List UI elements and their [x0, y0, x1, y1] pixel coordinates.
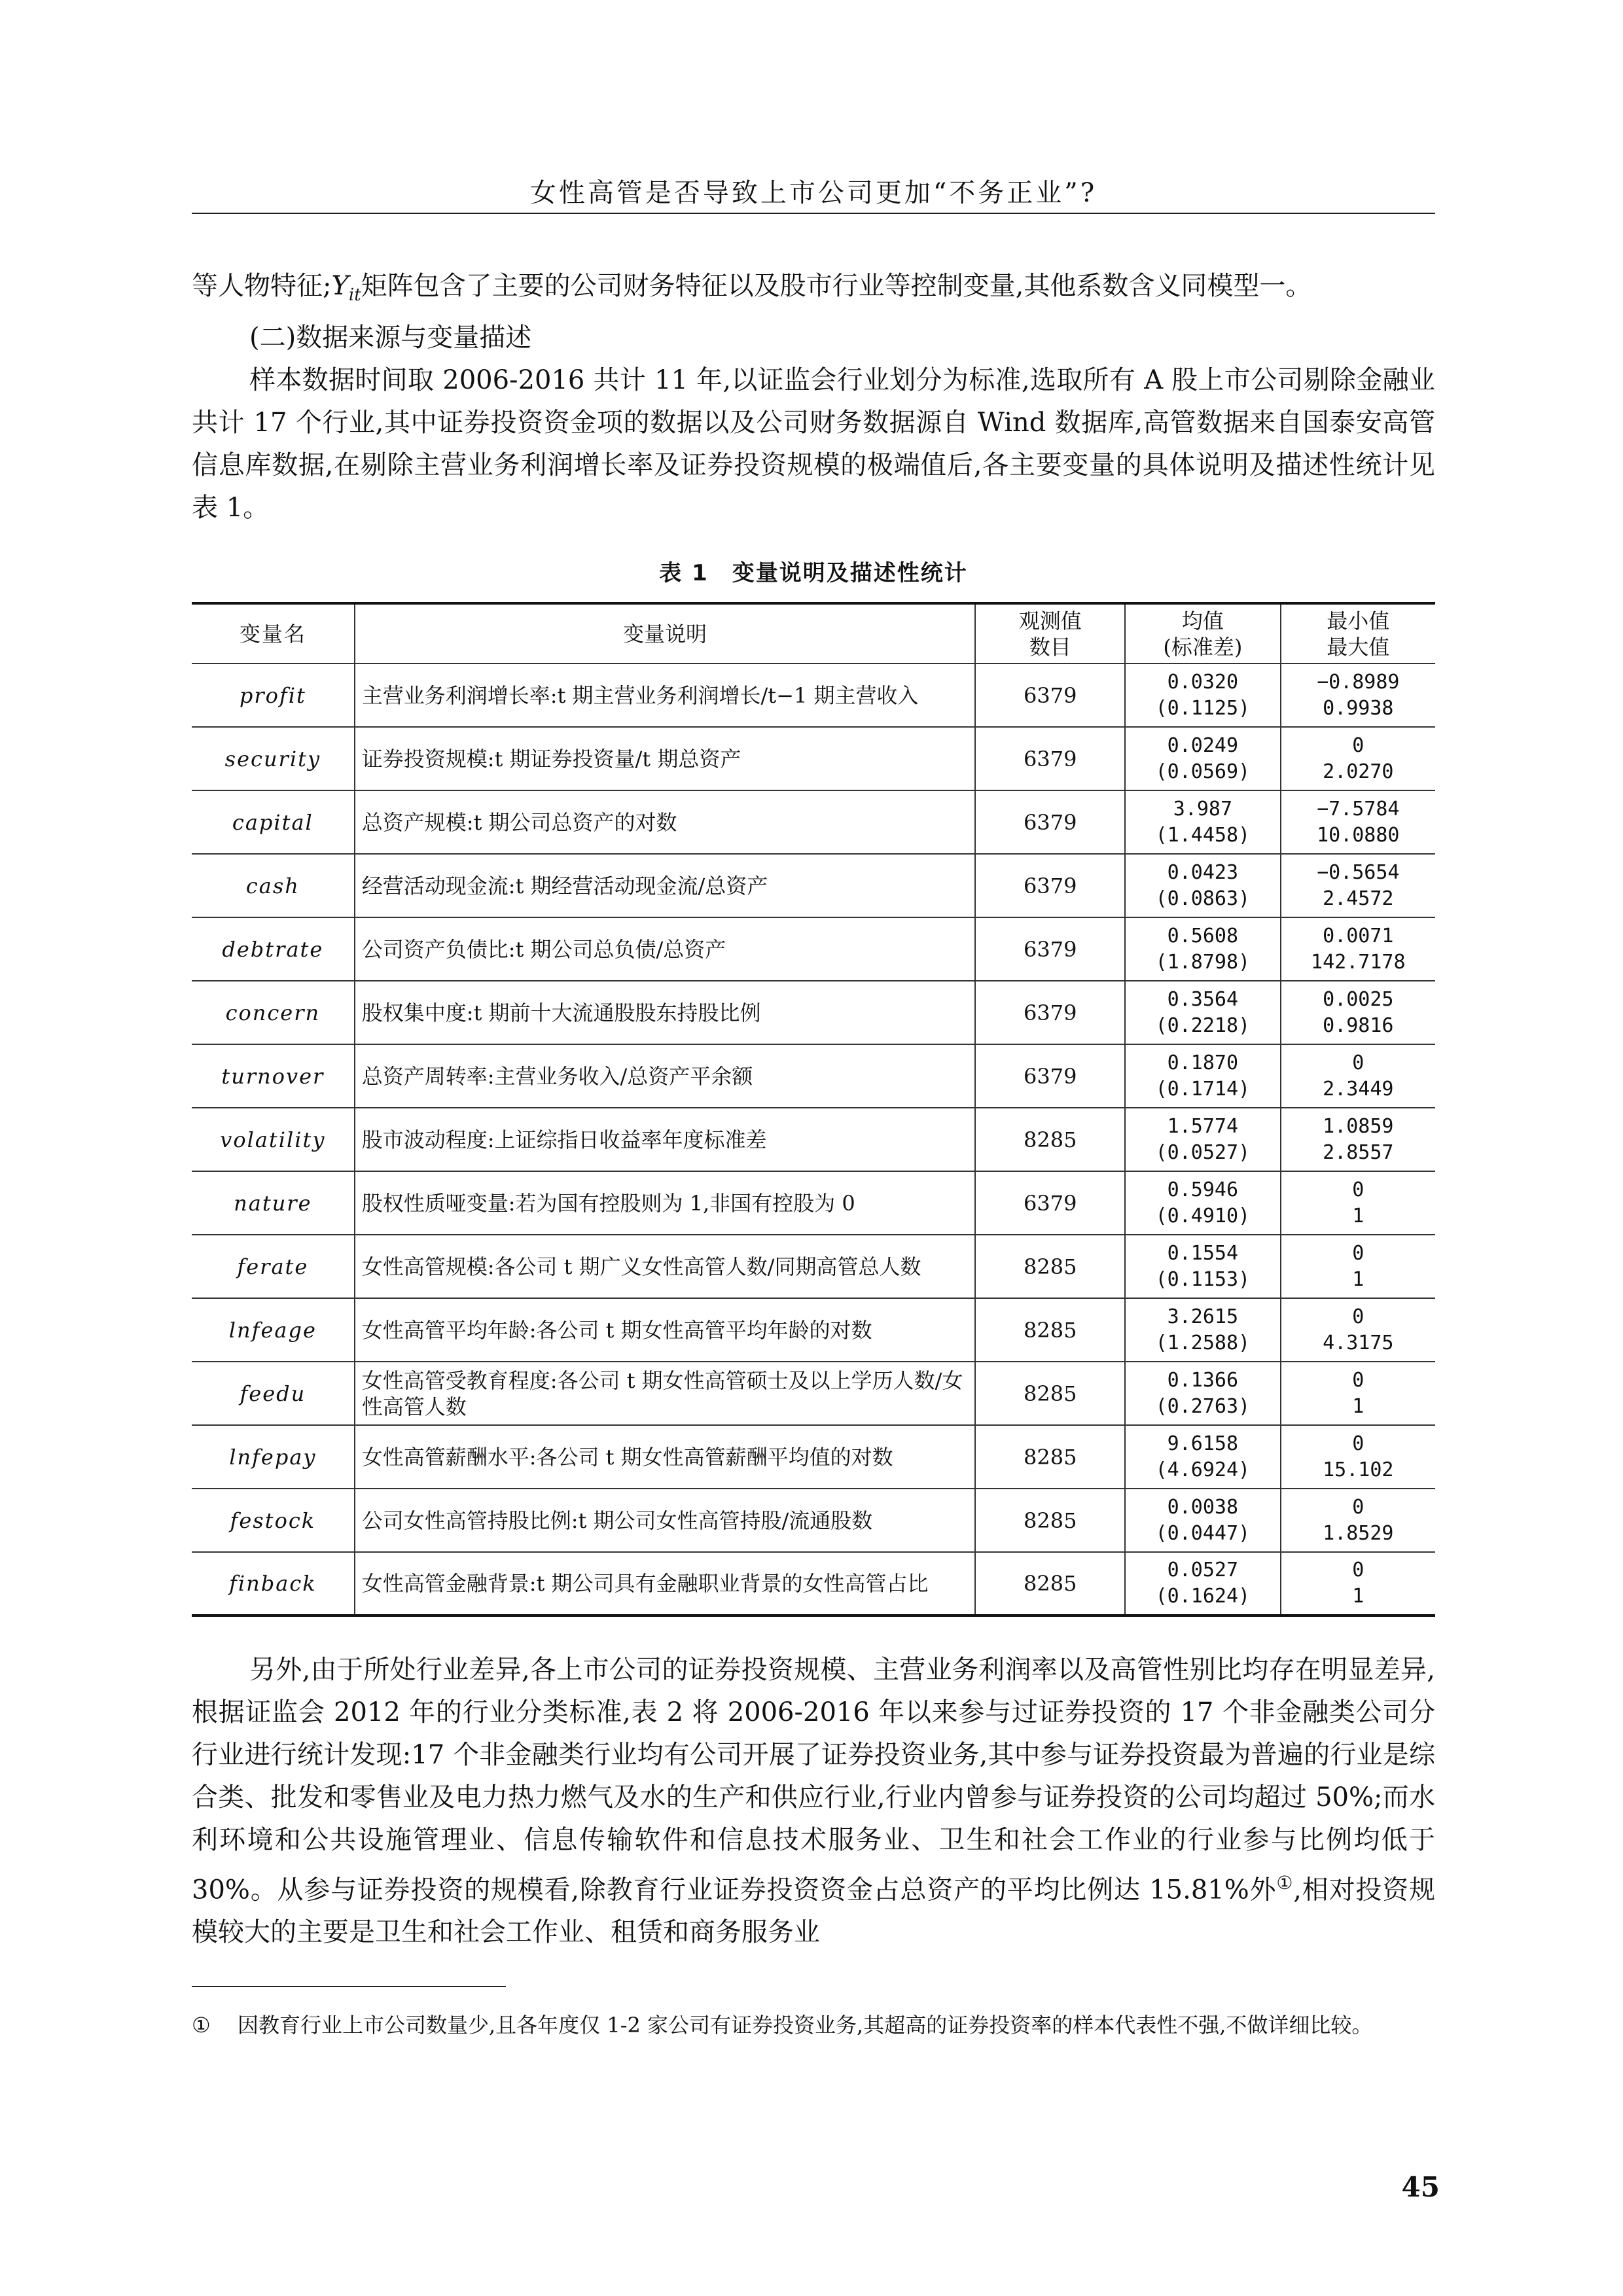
cell-mean — [1125, 917, 1280, 981]
cell-sd-value: (0.2218) — [1155, 1014, 1251, 1037]
cell-description: 女性高管受教育程度:各公司 t 期女性高管硕士及以上学历人数/女性高管人数 — [355, 1362, 976, 1425]
variable-table — [192, 602, 1435, 1617]
cell-observations: 8285 — [975, 1425, 1125, 1489]
intro-text-after: 矩阵包含了主要的公司财务特征以及股市行业等控制变量,其他系数含义同模型一。 — [361, 271, 1312, 301]
cell-min-value: 0 — [1352, 1368, 1364, 1392]
cell-observations: 6379 — [975, 854, 1125, 917]
cell-min-value: 1.0859 — [1323, 1114, 1394, 1138]
cell-max-value: 2.0270 — [1323, 760, 1394, 783]
cell-range — [1281, 1425, 1435, 1489]
cell-mean — [1125, 1171, 1280, 1235]
cell-observations: 8285 — [975, 1108, 1125, 1171]
cell-observations: 8285 — [975, 1362, 1125, 1425]
cell-max-value: 2.4572 — [1323, 887, 1394, 910]
cell-mean-value: 0.5608 — [1167, 924, 1239, 947]
page-number: 45 — [1401, 2171, 1440, 2203]
table-row — [192, 1044, 1435, 1108]
cell-description: 股市波动程度:上证综指日收益率年度标准差 — [355, 1108, 976, 1171]
cell-description: 女性高管薪酬水平:各公司 t 期女性高管薪酬平均值的对数 — [355, 1425, 976, 1489]
header-obs-line1: 观测值 — [1018, 608, 1082, 633]
cell-observations: 6379 — [975, 981, 1125, 1044]
cell-sd-value: (0.0527) — [1155, 1140, 1251, 1164]
cell-mean-value: 1.5774 — [1167, 1114, 1239, 1138]
cell-range — [1281, 790, 1435, 854]
header-rule — [192, 213, 1435, 214]
cell-sd-value: (0.1125) — [1155, 696, 1251, 720]
cell-range — [1281, 1489, 1435, 1552]
cell-observations: 6379 — [975, 1044, 1125, 1108]
header-range — [1281, 603, 1435, 663]
cell-description: 总资产规模:t 期公司总资产的对数 — [355, 790, 976, 854]
footnote-mark: ① — [192, 2013, 211, 2038]
cell-description: 女性高管金融背景:t 期公司具有金融职业背景的女性高管占比 — [355, 1552, 976, 1616]
industry-paragraph — [192, 1649, 1435, 1954]
cell-range — [1281, 1362, 1435, 1425]
cell-variable-name: ferate — [192, 1235, 355, 1298]
cell-min-value: 0 — [1352, 1495, 1364, 1519]
cell-mean-value: 0.1870 — [1167, 1051, 1239, 1074]
cell-variable-name: volatility — [192, 1108, 355, 1171]
header-mean — [1125, 603, 1280, 663]
cell-max-value: 2.8557 — [1323, 1140, 1394, 1164]
running-header: 女性高管是否导致上市公司更加“不务正业”? — [529, 178, 1097, 208]
matrix-variable: Y — [331, 271, 349, 301]
table-row — [192, 1298, 1435, 1362]
cell-max-value: 1 — [1352, 1585, 1364, 1608]
matrix-subscript: it — [348, 285, 361, 305]
cell-mean-value: 3.2615 — [1167, 1305, 1239, 1328]
cell-observations: 6379 — [975, 663, 1125, 727]
cell-mean-value: 3.987 — [1173, 797, 1233, 821]
cell-max-value: 0.9816 — [1323, 1014, 1394, 1037]
cell-range — [1281, 1171, 1435, 1235]
cell-max-value: 0.9938 — [1323, 696, 1394, 720]
cell-variable-name: security — [192, 727, 355, 790]
cell-max-value: 1 — [1352, 1204, 1364, 1227]
after-table-section — [192, 1649, 1435, 1954]
cell-observations: 6379 — [975, 1171, 1125, 1235]
cell-min-value: −0.5654 — [1317, 860, 1400, 884]
cell-max-value: 2.3449 — [1323, 1077, 1394, 1101]
header-mean-line2: (标准差) — [1163, 634, 1243, 660]
cell-min-value: 0 — [1352, 733, 1364, 757]
cell-mean — [1125, 1425, 1280, 1489]
cell-max-value: 1.8529 — [1323, 1521, 1394, 1545]
cell-mean-value: 0.0038 — [1167, 1495, 1239, 1519]
cell-mean-value: 0.1554 — [1167, 1241, 1239, 1265]
cell-description: 证券投资规模:t 期证券投资量/t 期总资产 — [355, 727, 976, 790]
table-row — [192, 1108, 1435, 1171]
header-range-line2: 最大值 — [1327, 634, 1390, 660]
intro-section — [192, 265, 1435, 529]
cell-range — [1281, 727, 1435, 790]
table-row — [192, 917, 1435, 981]
header-range-line1: 最小值 — [1327, 608, 1390, 633]
cell-variable-name: concern — [192, 981, 355, 1044]
cell-description: 公司女性高管持股比例:t 期公司女性高管持股/流通股数 — [355, 1489, 976, 1552]
cell-mean — [1125, 1108, 1280, 1171]
cell-range — [1281, 1108, 1435, 1171]
intro-text-before: 等人物特征; — [192, 271, 332, 301]
cell-variable-name: nature — [192, 1171, 355, 1235]
cell-variable-name: profit — [192, 663, 355, 727]
cell-variable-name: lnfepay — [192, 1425, 355, 1489]
cell-observations: 6379 — [975, 917, 1125, 981]
section-heading: (二)数据来源与变量描述 — [249, 323, 532, 353]
cell-min-value: 0.0071 — [1323, 924, 1394, 947]
cell-range — [1281, 663, 1435, 727]
cell-variable-name: cash — [192, 854, 355, 917]
cell-mean-value: 0.0320 — [1167, 670, 1239, 694]
cell-mean-value: 0.3564 — [1167, 987, 1239, 1011]
cell-min-value: 0 — [1352, 1432, 1364, 1455]
table-row — [192, 663, 1435, 727]
cell-description: 女性高管平均年龄:各公司 t 期女性高管平均年龄的对数 — [355, 1298, 976, 1362]
header-name: 变量名 — [192, 603, 355, 663]
cell-min-value: 0.0025 — [1323, 987, 1394, 1011]
cell-variable-name: capital — [192, 790, 355, 854]
table-row — [192, 1425, 1435, 1489]
table-row — [192, 1489, 1435, 1552]
cell-mean-value: 0.0423 — [1167, 860, 1239, 884]
cell-sd-value: (0.1714) — [1155, 1077, 1251, 1101]
cell-mean-value: 0.0527 — [1167, 1559, 1239, 1581]
table-row — [192, 981, 1435, 1044]
header-desc: 变量说明 — [355, 603, 976, 663]
cell-range — [1281, 1235, 1435, 1298]
cell-max-value: 4.3175 — [1323, 1331, 1394, 1354]
cell-range — [1281, 917, 1435, 981]
cell-max-value: 142.7178 — [1311, 950, 1406, 974]
industry-text-before: 另外,由于所处行业差异,各上市公司的证券投资规模、主营业务利润率以及高管性别比均存在明显差异,根据证监会 2012 年的行业分类标准,表 2 将 2006-2016 年以来参与过证券投资的 17 个非金融类公司分行业进行统计发现:17 个非金融类行业均有公司开展了证券投资业务,其中参与证券投资最为普遍的行业是综合类、批发和零售业及电力热力燃气及水的生产和供应行业,行业内曾参与证券投资的公司均超过 50%;而水利环境和公共设施管理业、信息传输软件和信息技术服务业、卫生和社会工作业的行业参与比例均低于 30%。从参与证券投资的规模看,除教育行业证券投资资金占总资产的平均比例达 15.81%外 — [192, 1655, 1435, 1905]
cell-mean — [1125, 981, 1280, 1044]
cell-sd-value: (0.2763) — [1155, 1394, 1251, 1418]
cell-mean — [1125, 1552, 1280, 1616]
cell-sd-value: (1.8798) — [1155, 950, 1251, 974]
cell-description: 经营活动现金流:t 期经营活动现金流/总资产 — [355, 854, 976, 917]
cell-observations: 8285 — [975, 1298, 1125, 1362]
cell-min-value: −7.5784 — [1317, 797, 1400, 821]
cell-max-value: 10.0880 — [1317, 823, 1400, 847]
cell-description: 股权性质哑变量:若为国有控股则为 1,非国有控股为 0 — [355, 1171, 976, 1235]
cell-mean — [1125, 1235, 1280, 1298]
header-obs-line2: 数目 — [1029, 634, 1071, 660]
table-title: 表 1 变量说明及描述性统计 — [659, 560, 968, 586]
industry-text-after: ,相对投资规模较大的主要是卫生和社会工作业、租赁和商务服务业 — [192, 1875, 1435, 1948]
cell-mean — [1125, 1489, 1280, 1552]
cell-variable-name: turnover — [192, 1044, 355, 1108]
table-row — [192, 1171, 1435, 1235]
cell-observations: 8285 — [975, 1235, 1125, 1298]
header-obs — [975, 603, 1125, 663]
cell-observations: 6379 — [975, 790, 1125, 854]
cell-sd-value: (0.4910) — [1155, 1204, 1251, 1227]
header-mean-line1: 均值 — [1181, 608, 1224, 633]
table-row — [192, 1235, 1435, 1298]
cell-sd-value: (1.2588) — [1155, 1331, 1251, 1354]
cell-variable-name: lnfeage — [192, 1298, 355, 1362]
cell-min-value: 0 — [1352, 1178, 1364, 1201]
table-row — [192, 854, 1435, 917]
cell-sd-value: (0.0863) — [1155, 887, 1251, 910]
footnote-reference[interactable]: ① — [1276, 1872, 1294, 1894]
cell-mean — [1125, 1362, 1280, 1425]
cell-observations: 8285 — [975, 1489, 1125, 1552]
cell-max-value: 1 — [1352, 1394, 1364, 1418]
cell-range — [1281, 854, 1435, 917]
cell-description: 公司资产负债比:t 期公司总负债/总资产 — [355, 917, 976, 981]
footnote-rule — [192, 1986, 506, 1987]
table-row — [192, 1362, 1435, 1425]
cell-mean — [1125, 1044, 1280, 1108]
cell-variable-name: festock — [192, 1489, 355, 1552]
table-header-row — [192, 603, 1435, 663]
table-row — [192, 1552, 1435, 1616]
cell-sd-value: (0.1624) — [1155, 1585, 1251, 1608]
cell-sd-value: (0.0569) — [1155, 760, 1251, 783]
cell-sd-value: (4.6924) — [1155, 1458, 1251, 1481]
cell-mean — [1125, 727, 1280, 790]
cell-description: 总资产周转率:主营业务收入/总资产平余额 — [355, 1044, 976, 1108]
cell-range — [1281, 1552, 1435, 1616]
cell-min-value: −0.8989 — [1317, 670, 1400, 694]
table-body — [192, 663, 1435, 1616]
cell-mean-value: 0.0249 — [1167, 733, 1239, 757]
cell-range — [1281, 981, 1435, 1044]
intro-line — [192, 265, 1435, 317]
cell-min-value: 0 — [1352, 1051, 1364, 1074]
cell-max-value: 1 — [1352, 1267, 1364, 1291]
cell-range — [1281, 1044, 1435, 1108]
cell-description: 女性高管规模:各公司 t 期广义女性高管人数/同期高管总人数 — [355, 1235, 976, 1298]
cell-range — [1281, 1298, 1435, 1362]
cell-description: 股权集中度:t 期前十大流通股股东持股比例 — [355, 981, 976, 1044]
table-row — [192, 790, 1435, 854]
cell-description: 主营业务利润增长率:t 期主营业务利润增长/t−1 期主营收入 — [355, 663, 976, 727]
cell-observations: 6379 — [975, 727, 1125, 790]
cell-variable-name: debtrate — [192, 917, 355, 981]
cell-mean-value: 9.6158 — [1167, 1432, 1239, 1455]
cell-mean — [1125, 790, 1280, 854]
table-row — [192, 727, 1435, 790]
cell-mean-value: 0.1366 — [1167, 1368, 1239, 1392]
cell-min-value: 0 — [1352, 1559, 1364, 1581]
cell-min-value: 0 — [1352, 1305, 1364, 1328]
cell-sd-value: (0.0447) — [1155, 1521, 1251, 1545]
data-source-paragraph: 样本数据时间取 2006-2016 共计 11 年,以证监会行业划分为标准,选取所有 A 股上市公司剔除金融业共计 17 个行业,其中证券投资资金项的数据以及公司财务数据源自 Wind 数据库,高管数据来自国泰安高管信息库数据,在剔除主营业务利润增长率及证券投资规模的极端值后,各主要变量的具体说明及描述性统计见表 1。 — [192, 365, 1435, 523]
cell-min-value: 0 — [1352, 1241, 1364, 1265]
cell-mean — [1125, 1298, 1280, 1362]
cell-mean — [1125, 854, 1280, 917]
cell-max-value: 15.102 — [1323, 1458, 1394, 1481]
cell-variable-name: finback — [192, 1552, 355, 1616]
cell-sd-value: (1.4458) — [1155, 823, 1251, 847]
cell-mean — [1125, 663, 1280, 727]
cell-variable-name: feedu — [192, 1362, 355, 1425]
footnote — [192, 2009, 1435, 2041]
cell-mean-value: 0.5946 — [1167, 1178, 1239, 1201]
cell-observations: 8285 — [975, 1552, 1125, 1616]
cell-sd-value: (0.1153) — [1155, 1267, 1251, 1291]
footnote-text: 因教育行业上市公司数量少,且各年度仅 1-2 家公司有证券投资业务,其超高的证券投资率的样本代表性不强,不做详细比较。 — [238, 2013, 1373, 2038]
